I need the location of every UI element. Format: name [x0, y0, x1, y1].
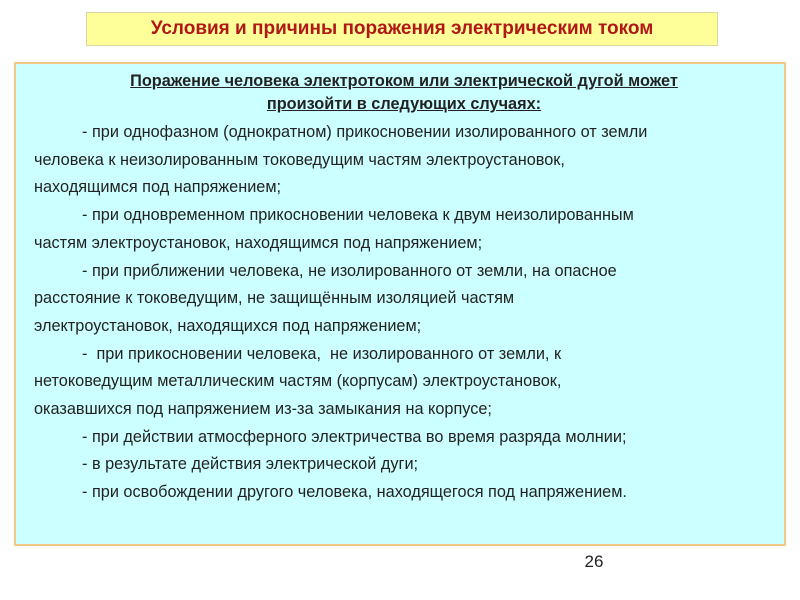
case-5-line-1: - при действии атмосферного электричества во время разряда молнии; — [82, 427, 627, 446]
content-heading — [34, 70, 774, 116]
heading-line-2: произойти в следующих случаях: — [266, 95, 542, 113]
case-2-line-2: частям электроустановок, находящимся под напряжением; — [34, 233, 483, 252]
case-3-line-3: электроустановок, находящихся под напряжением; — [34, 316, 422, 335]
case-1-line-2: человека к неизолированным токоведущим частям электроустановок, — [34, 150, 565, 169]
case-4-line-2: нетоковедущим металлическим частям (корпусам) электроустановок, — [34, 372, 562, 391]
case-1-line-3: находящимся под напряжением; — [34, 178, 282, 197]
case-1-line-1: - при однофазном (однократном) прикосновении изолированного от земли — [82, 123, 648, 141]
case-3-line-2: расстояние к токоведущим, не защищённым изоляцией частям — [34, 289, 515, 308]
case-6-line-1: - в результате действия электрической дуги; — [82, 455, 419, 474]
case-7-line-1: - при освобождении другого человека, находящегося под напряжением. — [82, 483, 627, 502]
title-box — [86, 12, 718, 46]
slide-title: Условия и причины поражения электрическим током — [150, 18, 654, 39]
heading-line-1: Поражение человека электротоком или электрической дугой может — [130, 72, 678, 90]
case-2-line-1: - при одновременном прикосновении человека к двум неизолированным — [82, 206, 634, 225]
content-box — [14, 62, 786, 546]
case-3-line-1: - при приближении человека, не изолированного от земли, на опасное — [82, 261, 617, 280]
case-4-line-3: оказавшихся под напряжением из-за замыкания на корпусе; — [34, 400, 492, 419]
case-4-line-1: - при прикосновении человека, не изолированного от земли, к — [82, 344, 562, 363]
page-number: 26 — [584, 552, 604, 571]
